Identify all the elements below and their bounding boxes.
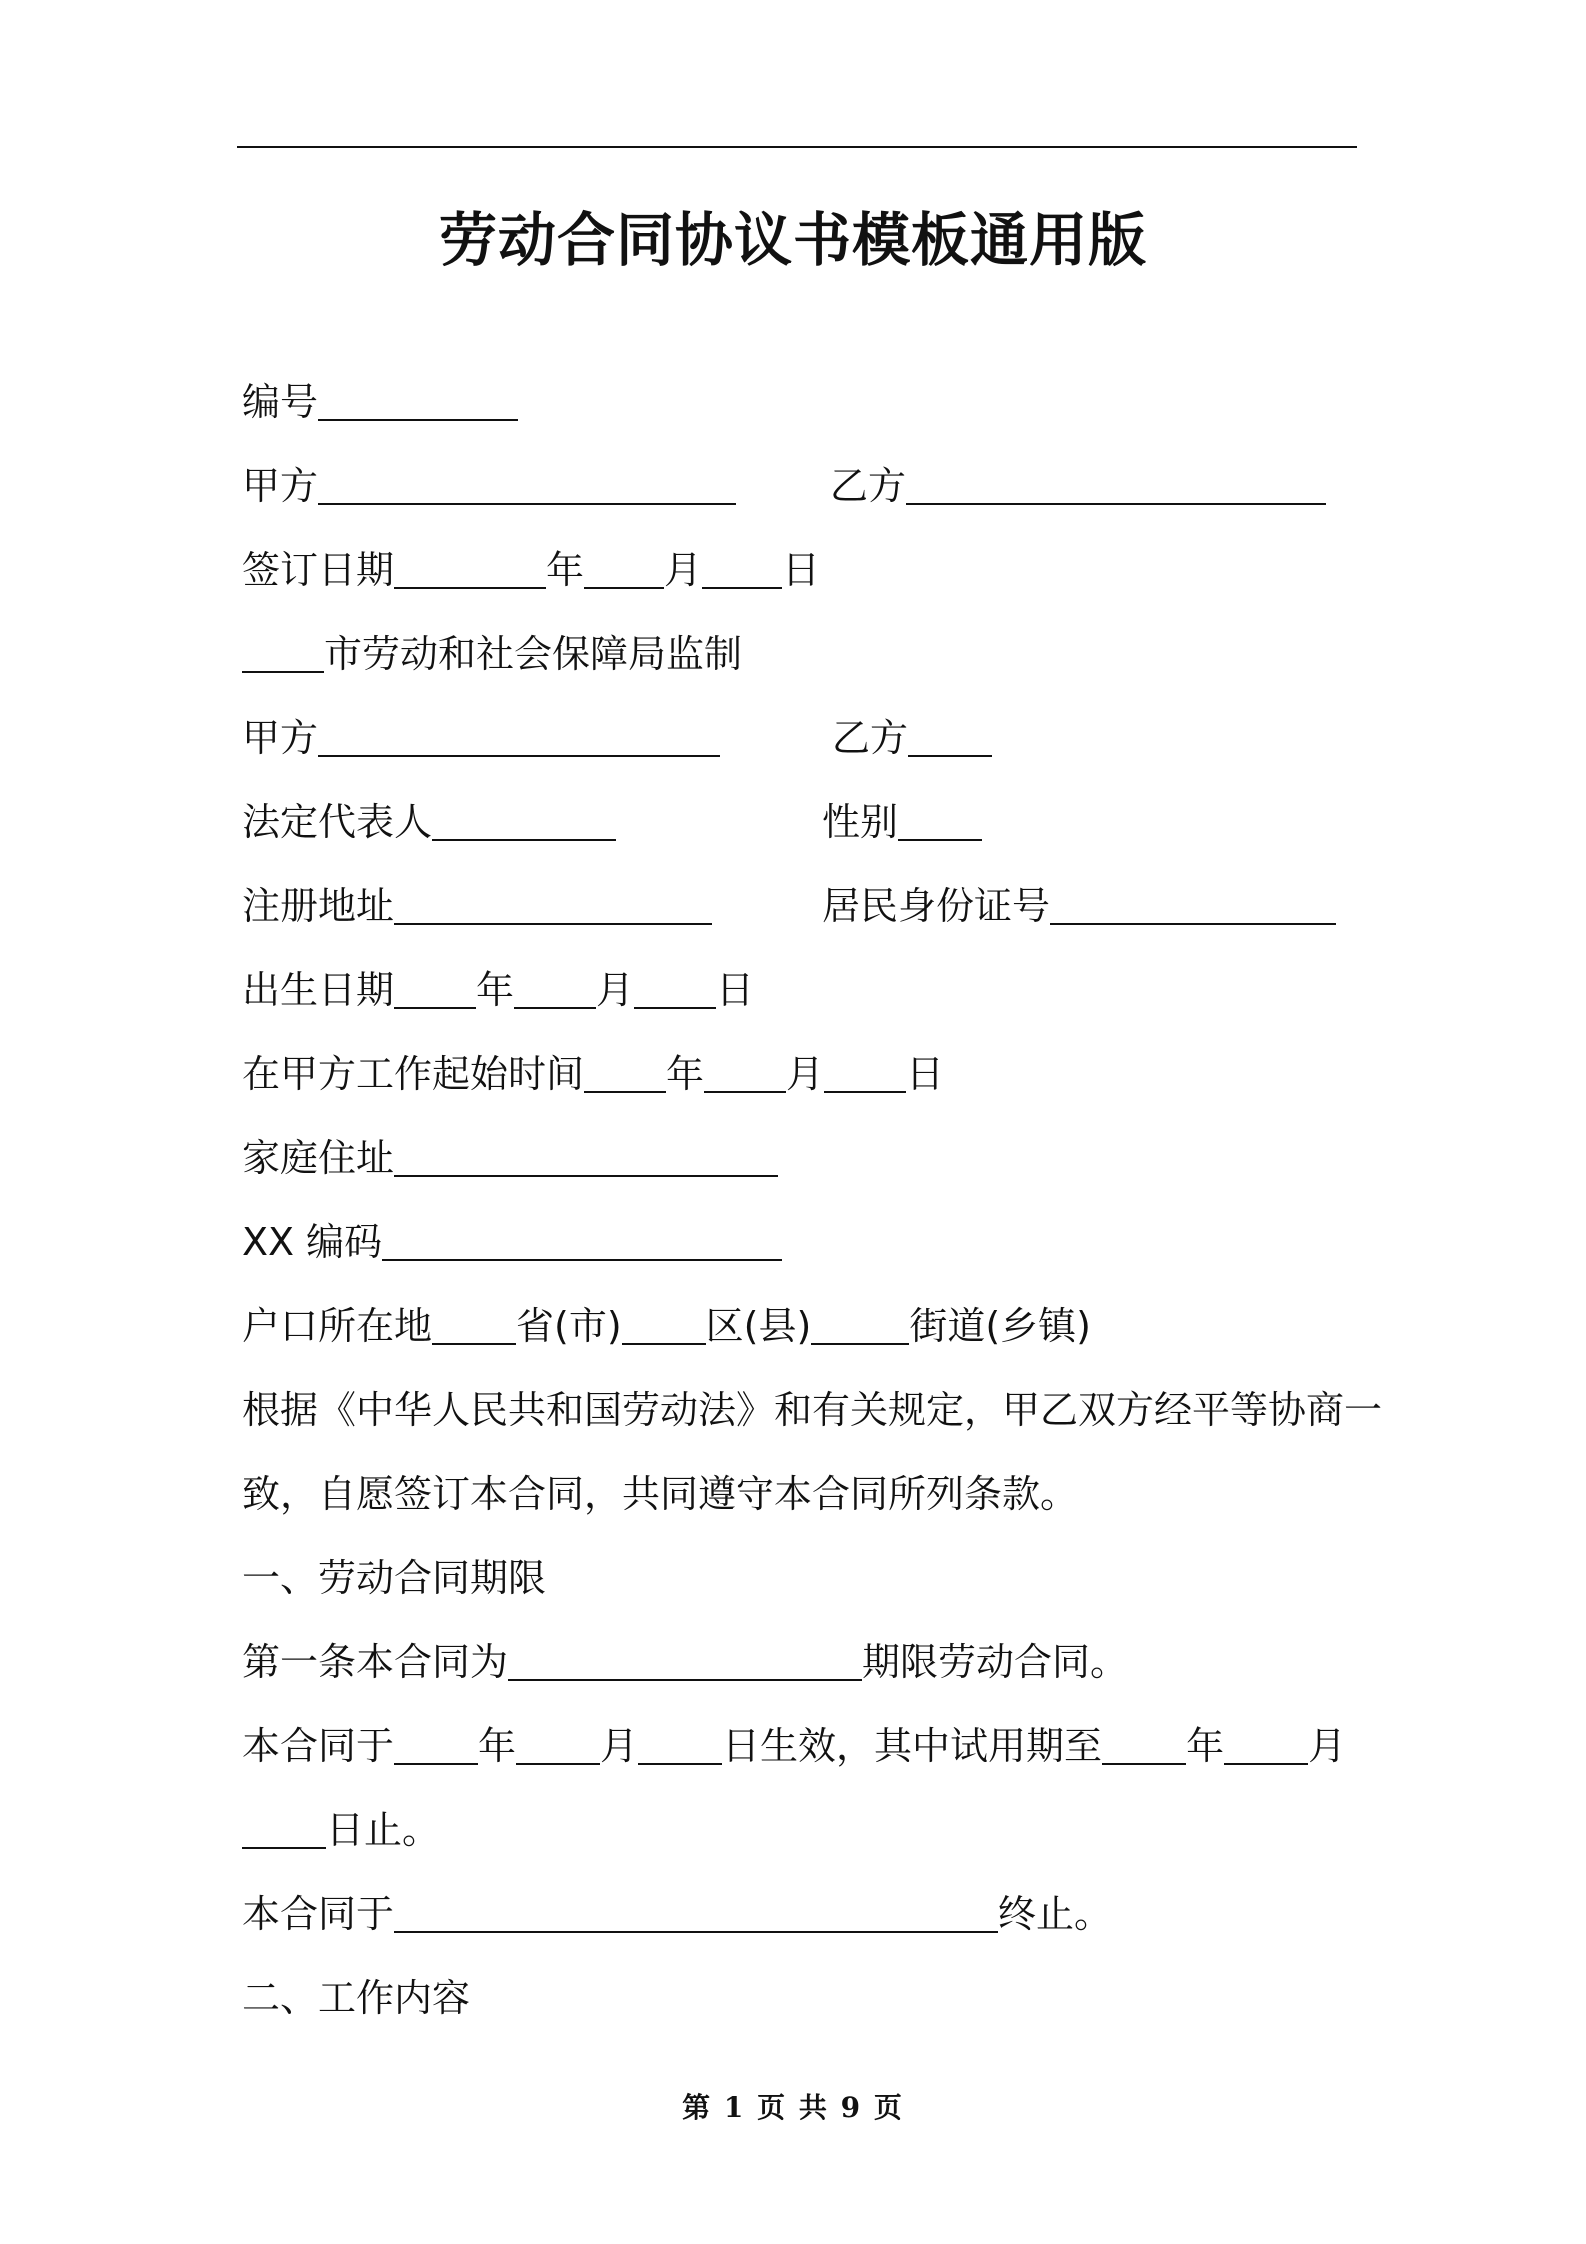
year-label: 年 [546,548,585,592]
number-label: 编号 [242,380,319,424]
probation-end-line [242,1800,440,1860]
article-1-line [242,1632,1128,1692]
sign-date-line [242,540,820,600]
start-year-label: 年 [666,1052,705,1096]
supervision-line [242,624,742,684]
birth-day-label: 日 [716,968,755,1012]
termination-line [242,1884,1112,1944]
effective-prefix: 本合同于 [242,1724,395,1768]
contract-term-blank [508,1637,862,1681]
intro-line-2: 致，自愿签订本合同，共同遵守本合同所列条款。 [242,1472,1079,1516]
start-day-blank [824,1049,906,1093]
month-label: 月 [664,548,703,592]
effective-month-blank [516,1721,600,1765]
hukou-province-blank [432,1301,516,1345]
intro-line-1: 根据《中华人民共和国劳动法》和有关规定，甲乙双方经平等协商一 [242,1388,1383,1432]
start-work-line [242,1044,944,1104]
sign-year-blank [394,545,546,589]
effective-month-label: 月 [600,1724,639,1768]
party-a-label: 甲方 [242,464,319,508]
legal-rep-label: 法定代表人 [242,800,433,844]
home-address-blank [394,1133,778,1177]
reg-address-blank [394,881,712,925]
number-blank [318,377,518,421]
party-b-blank-2 [908,713,992,757]
id-number-label: 居民身份证号 [822,884,1051,928]
hukou-district-blank [622,1301,706,1345]
hukou-street-blank [811,1301,909,1345]
id-number-blank [1050,881,1336,925]
reg-address-label: 注册地址 [242,884,395,928]
birth-month-label: 月 [596,968,635,1012]
birth-day-blank [634,965,716,1009]
termination-blank [394,1889,998,1933]
probation-year-label: 年 [1186,1724,1225,1768]
party-a-label-2: 甲方 [242,716,319,760]
start-day-label: 日 [906,1052,945,1096]
home-address-label: 家庭住址 [242,1136,395,1180]
party-a-blank-2 [318,713,720,757]
id-number-line [822,876,1336,936]
sign-day-blank [702,545,782,589]
gender-label: 性别 [822,800,899,844]
termination-prefix: 本合同于 [242,1892,395,1936]
effective-end: 日止。 [326,1808,441,1852]
reg-address-line [242,876,712,936]
street-label: 街道(乡镇) [909,1304,1091,1348]
supervision-text: 市劳动和社会保障局监制 [324,632,743,676]
gender-blank [898,797,982,841]
probation-month-blank [1224,1721,1308,1765]
start-work-label: 在甲方工作起始时间 [242,1052,585,1096]
effective-year-label: 年 [478,1724,517,1768]
district-label: 区(县) [705,1304,812,1348]
day-label: 日 [782,548,821,592]
article-1-prefix: 第一条本合同为 [242,1640,509,1684]
party-a-blank [318,461,736,505]
postcode-blank [382,1217,782,1261]
start-year-blank [584,1049,666,1093]
party-b-label: 乙方 [830,464,907,508]
birth-month-blank [514,965,596,1009]
effective-line [242,1716,1346,1776]
article-1-suffix: 期限劳动合同。 [862,1640,1129,1684]
postcode-label: XX 编码 [242,1220,383,1264]
header-rule [237,146,1357,148]
party-b-line-1 [830,456,1326,516]
effective-mid: 日生效，其中试用期至 [722,1724,1103,1768]
gender-line [822,792,982,852]
legal-rep-blank [432,797,616,841]
party-b-blank [906,461,1326,505]
document-title: 劳动合同协议书模板通用版 [438,206,1147,274]
probation-month-label: 月 [1308,1724,1347,1768]
probation-year-blank [1102,1721,1186,1765]
party-b-line-2 [832,708,992,768]
party-b-label-2: 乙方 [832,716,909,760]
birth-year-blank [394,965,476,1009]
city-blank [242,629,324,673]
effective-year-blank [394,1721,478,1765]
sign-date-label: 签订日期 [242,548,395,592]
party-line-2 [242,708,720,768]
postcode-line [242,1212,782,1272]
birth-date-label: 出生日期 [242,968,395,1012]
party-line-1 [242,456,736,516]
home-address-line [242,1128,778,1188]
start-month-label: 月 [786,1052,825,1096]
section-1-heading: 一、劳动合同期限 [242,1556,547,1600]
legal-rep-line [242,792,616,852]
hukou-line [242,1296,1091,1356]
number-line [242,372,518,432]
sign-month-blank [584,545,664,589]
effective-day-blank [638,1721,722,1765]
hukou-label: 户口所在地 [242,1304,433,1348]
termination-suffix: 终止。 [998,1892,1113,1936]
birth-date-line [242,960,754,1020]
section-2-heading: 二、工作内容 [242,1976,471,2020]
page-indicator: 第 1 页 共 9 页 [682,2091,904,2124]
probation-day-blank [242,1805,326,1849]
start-month-blank [704,1049,786,1093]
province-label: 省(市) [516,1304,622,1348]
birth-year-label: 年 [476,968,515,1012]
